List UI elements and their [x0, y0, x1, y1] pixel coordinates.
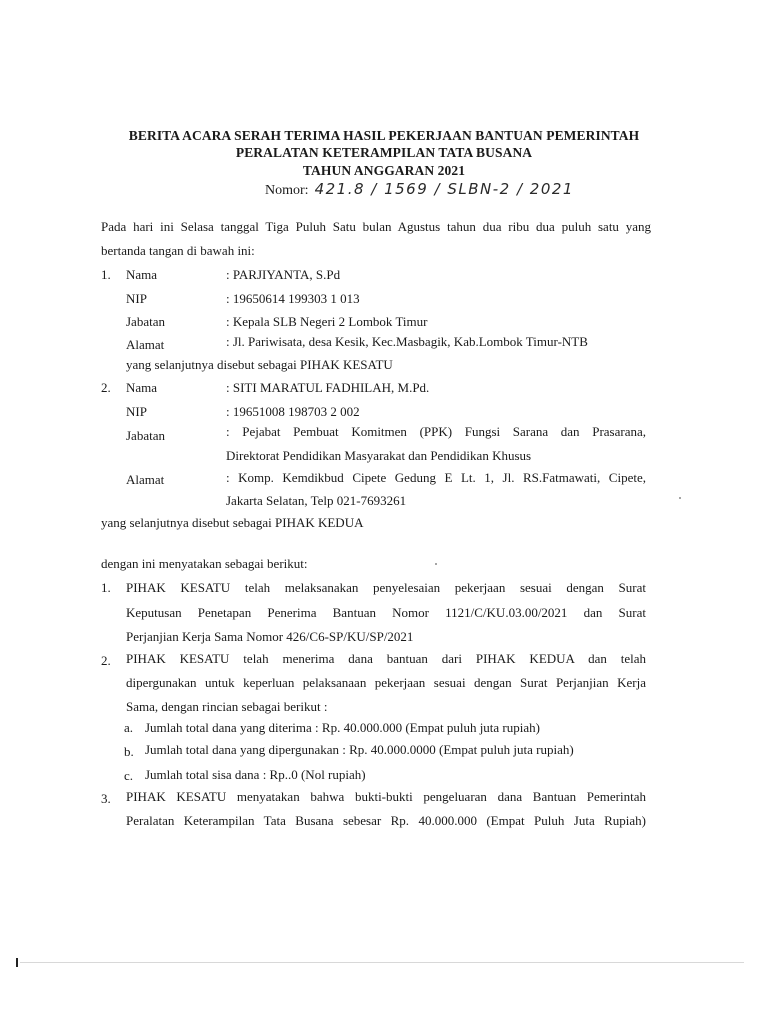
- scan-speck: [679, 497, 681, 499]
- party1-nip-label: NIP: [126, 291, 147, 306]
- statement-item-1-line-2: Keputusan Penetapan Penerima Bantuan Nomor 1121/C/KU.03.00/2021 dan Surat: [126, 605, 646, 620]
- document-title-line-3: TAHUN ANGGARAN 2021: [302, 163, 466, 178]
- document-title-line-2: PERALATAN KETERAMPILAN TATA BUSANA: [235, 145, 533, 160]
- party2-address-value-line-1: : Komp. Kemdikbud Cipete Gedung E Lt. 1, Jl. RS.Fatmawati, Cipete,: [226, 470, 646, 485]
- statement-item-3-number: 3.: [101, 791, 111, 806]
- statement-item-1-line-3: Perjanjian Kerja Sama Nomor 426/C6-SP/KU/SP/2021: [126, 629, 414, 644]
- party2-position-value-line-1: : Pejabat Pembuat Komitmen (PPK) Fungsi Sarana dan Prasarana,: [226, 424, 646, 439]
- statement-intro: dengan ini menyatakan sebagai berikut:: [101, 556, 308, 571]
- party1-name-label: Nama: [126, 267, 158, 282]
- document-number: [265, 180, 574, 199]
- intro-line-1: Pada hari ini Selasa tanggal Tiga Puluh Satu bulan Agustus tahun dua ribu dua puluh satu yang: [101, 219, 651, 234]
- party1-number: 1.: [101, 267, 111, 282]
- party1-name-value: : PARJIYANTA, S.Pd: [226, 267, 341, 282]
- party1-address-value: : Jl. Pariwisata, desa Kesik, Kec.Masbagik, Kab.Lombok Timur-NTB: [226, 334, 588, 349]
- party1-designation: yang selanjutnya disebut sebagai PIHAK KESATU: [126, 357, 393, 372]
- scan-edge-mark: [16, 958, 18, 967]
- party1-position-label: Jabatan: [126, 314, 165, 329]
- statement-item-3-line-1: PIHAK KESATU menyatakan bahwa bukti-bukti pengeluaran dana Bantuan Pemerintah: [126, 789, 646, 804]
- sub-item-c: Jumlah total sisa dana : Rp..0 (Nol rupiah): [145, 767, 366, 782]
- party1-position-value: : Kepala SLB Negeri 2 Lombok Timur: [226, 314, 428, 329]
- party2-address-value-line-2: Jakarta Selatan, Telp 021-7693261: [226, 493, 407, 508]
- statement-item-1-line-1: PIHAK KESATU telah melaksanakan penyelesaian pekerjaan sesuai dengan Surat: [126, 580, 646, 595]
- party2-name-value: : SITI MARATUL FADHILAH, M.Pd.: [226, 380, 430, 395]
- party1-address-label: Alamat: [126, 337, 165, 352]
- statement-item-2-line-1: PIHAK KESATU telah menerima dana bantuan dari PIHAK KEDUA dan telah: [126, 651, 646, 666]
- party1-nip-value: : 19650614 199303 1 013: [226, 291, 360, 306]
- intro-line-2: bertanda tangan di bawah ini:: [101, 243, 255, 258]
- party2-nip-label: NIP: [126, 404, 147, 419]
- scan-bottom-edge-line: [20, 962, 744, 963]
- party2-position-label: Jabatan: [126, 428, 165, 443]
- sub-item-b: Jumlah total dana yang dipergunakan : Rp. 40.000.0000 (Empat puluh juta rupiah): [145, 742, 574, 757]
- scan-speck: [435, 563, 437, 565]
- document-number-handwritten: 421.8 / 1569 / SLBN-2 / 2021: [314, 180, 574, 198]
- party2-number: 2.: [101, 380, 111, 395]
- statement-item-2-line-3: Sama, dengan rincian sebagai berikut :: [126, 699, 328, 714]
- statement-item-1-number: 1.: [101, 580, 111, 595]
- party2-designation: yang selanjutnya disebut sebagai PIHAK KEDUA: [101, 515, 364, 530]
- party2-address-label: Alamat: [126, 472, 165, 487]
- party2-nip-value: : 19651008 198703 2 002: [226, 404, 360, 419]
- statement-item-2-number: 2.: [101, 653, 111, 668]
- sub-item-a-letter: a.: [124, 720, 134, 735]
- statement-item-2-line-2: dipergunakan untuk keperluan pelaksanaan pekerjaan sesuai dengan Surat Perjanjian Kerja: [126, 675, 646, 690]
- document-number-label: Nomor:: [265, 183, 309, 198]
- sub-item-c-letter: c.: [124, 768, 134, 783]
- statement-item-3-line-2: Peralatan Keterampilan Tata Busana sebesar Rp. 40.000.000 (Empat Puluh Juta Rupiah): [126, 813, 646, 828]
- sub-item-b-letter: b.: [124, 744, 134, 759]
- document-title-line-1: BERITA ACARA SERAH TERIMA HASIL PEKERJAAN BANTUAN PEMERINTAH: [128, 128, 640, 143]
- party2-position-value-line-2: Direktorat Pendidikan Masyarakat dan Pendidikan Khusus: [226, 448, 532, 463]
- party2-name-label: Nama: [126, 380, 158, 395]
- sub-item-a: Jumlah total dana yang diterima : Rp. 40.000.000 (Empat puluh juta rupiah): [145, 720, 540, 735]
